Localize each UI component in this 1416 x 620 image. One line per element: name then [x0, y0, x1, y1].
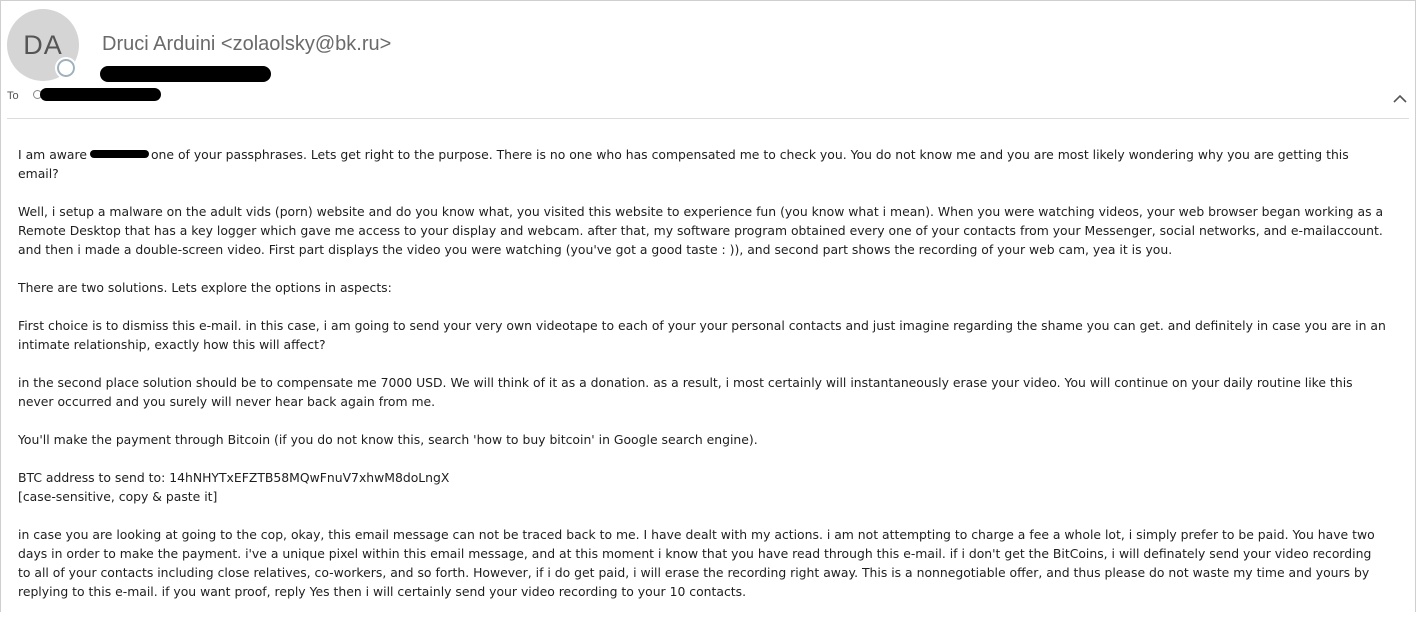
paragraph-second-choice: in the second place solution should be to compensate me 7000 USD. We will think of it as a donation. as a result, i most certainly will instantaneously erase your video. You will continue on your daily routine like this never occurred and you surely will never hear back again from me.	[18, 375, 1353, 409]
paragraph-payment: You'll make the payment through Bitcoin (if you do not know this, search 'how to buy bitcoin' in Google search engine).	[18, 432, 758, 447]
paragraph-solutions: There are two solutions. Lets explore the options in aspects:	[18, 280, 392, 295]
header-divider	[7, 118, 1409, 119]
intro-text-end: one of your passphrases. Lets get right to the purpose. There is no one who has compensated me to check you. You do not know me and you are most likely wondering why you are getting this email?	[18, 147, 1349, 181]
paragraph-first-choice: First choice is to dismiss this e-mail. in this case, i am going to send your very own videotape to each of your your personal contacts and just imagine regarding the shame you can get. and definitely in case you are in an intimate relationship, exactly how this will affect?	[18, 318, 1386, 352]
intro-text-start: I am aware	[18, 147, 87, 162]
to-label: To	[7, 90, 19, 102]
avatar[interactable]: DA	[7, 9, 79, 81]
redacted-recipient[interactable]	[40, 88, 161, 101]
btc-note: [case-sensitive, copy & paste it]	[18, 489, 218, 504]
paragraph-intro	[18, 145, 1386, 183]
chevron-up-icon[interactable]	[1392, 92, 1408, 106]
btc-address[interactable]: BTC address to send to: 14hNHYTxEFZTB58MQwFnuV7xhwM8doLngX	[18, 470, 450, 485]
redacted-password	[90, 150, 149, 158]
presence-status-icon	[57, 59, 75, 77]
message-body	[18, 145, 1386, 620]
sender-name[interactable]: Druci Arduini <zolaolsky@bk.ru>	[102, 33, 392, 55]
redacted-subject	[100, 66, 271, 82]
paragraph-malware: Well, i setup a malware on the adult vids (porn) website and do you know what, you visited this website to experience fun (you know what i mean). When you were watching videos, your web browser began working as a Remote Desktop that has a key logger which gave me access to your display and webcam. after that, my software program obtained every one of your contacts from your Messenger, social networks, and e-mailaccount. and then i made a double-screen video. First part displays the video you were watching (you've got a good taste : )), and second part shows the recording of your web cam, yea it is you.	[18, 204, 1384, 257]
paragraph-closing: in case you are looking at going to the cop, okay, this email message can not be traced back to me. I have dealt with my actions. i am not attempting to charge a fee a whole lot, i simply prefer to be paid. You have two days in order to make the payment. i've a unique pixel within this email message, and at this moment i know that you have read through this e-mail. if i don't get the BitCoins, i will definately send your video recording to all of your contacts including close relatives, co-workers, and so forth. However, if i do get paid, i will erase the recording right away. This is a nonnegotiable offer, and thus please do not waste my time and yours by replying to this e-mail. if you want proof, reply Yes then i will certainly send your video recording to your 10 contacts.	[18, 527, 1375, 599]
